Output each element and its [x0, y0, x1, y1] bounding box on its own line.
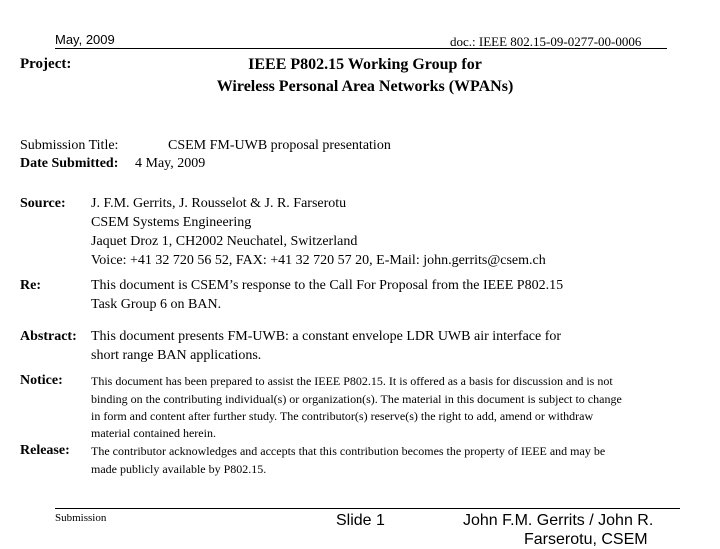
header-rule	[55, 48, 667, 49]
source-authors: J. F.M. Gerrits, J. Rousselot & J. R. Farserotu	[91, 196, 347, 211]
working-group-title	[170, 54, 560, 98]
abstract-text-line2: short range BAN applications.	[91, 348, 262, 363]
header-date: May, 2009	[55, 32, 115, 47]
submission-title-label: Submission Title:	[20, 138, 119, 153]
notice-text-line2: binding on the contributing individual(s) or organization(s). The material in this document is subject to change	[91, 392, 622, 406]
footer-author-line2: Farserotu, CSEM	[524, 531, 648, 548]
notice-text-line1: This document has been prepared to assist the IEEE P802.15. It is offered as a basis for discussion and is not	[91, 374, 613, 388]
working-group-title-line1: IEEE P802.15 Working Group for	[248, 56, 482, 73]
source-address: Jaquet Droz 1, CH2002 Neuchatel, Switzerland	[91, 234, 358, 249]
footer-author-line1: John F.M. Gerrits / John R.	[463, 512, 654, 529]
source-label: Source:	[20, 196, 66, 211]
release-text-line2: made publicly available by P802.15.	[91, 462, 267, 476]
source-contact: Voice: +41 32 720 56 52, FAX: +41 32 720 57 20, E-Mail: john.gerrits@csem.ch	[91, 253, 546, 268]
re-text-line2: Task Group 6 on BAN.	[91, 297, 222, 312]
notice-label: Notice:	[20, 373, 63, 388]
date-submitted-label: Date Submitted:	[20, 156, 119, 171]
notice-text-line4: material contained herein.	[91, 426, 216, 440]
submission-title-value: CSEM FM-UWB proposal presentation	[168, 138, 391, 153]
footer-rule	[55, 508, 680, 509]
release-label: Release:	[20, 443, 70, 458]
re-text-line1: This document is CSEM’s response to the Call For Proposal from the IEEE P802.15	[91, 278, 564, 293]
abstract-text-line1: This document presents FM-UWB: a constant envelope LDR UWB air interface for	[91, 329, 562, 344]
notice-text-line3: in form and content after further study. The contributor(s) reserve(s) the right to add, amend or withdraw	[91, 409, 594, 423]
footer-submission: Submission	[55, 512, 107, 524]
source-organization: CSEM Systems Engineering	[91, 215, 252, 230]
working-group-title-line2: Wireless Personal Area Networks (WPANs)	[216, 78, 514, 95]
abstract-label: Abstract:	[20, 329, 77, 344]
project-label: Project:	[20, 56, 72, 72]
footer-slide-number: Slide 1	[336, 512, 385, 529]
release-text-line1: The contributor acknowledges and accepts that this contribution becomes the property of IEEE and may be	[91, 444, 606, 458]
re-label: Re:	[20, 278, 41, 293]
header-doc-id: doc.: IEEE 802.15-09-0277-00-0006	[450, 34, 642, 49]
date-submitted-value: 4 May, 2009	[135, 156, 206, 171]
